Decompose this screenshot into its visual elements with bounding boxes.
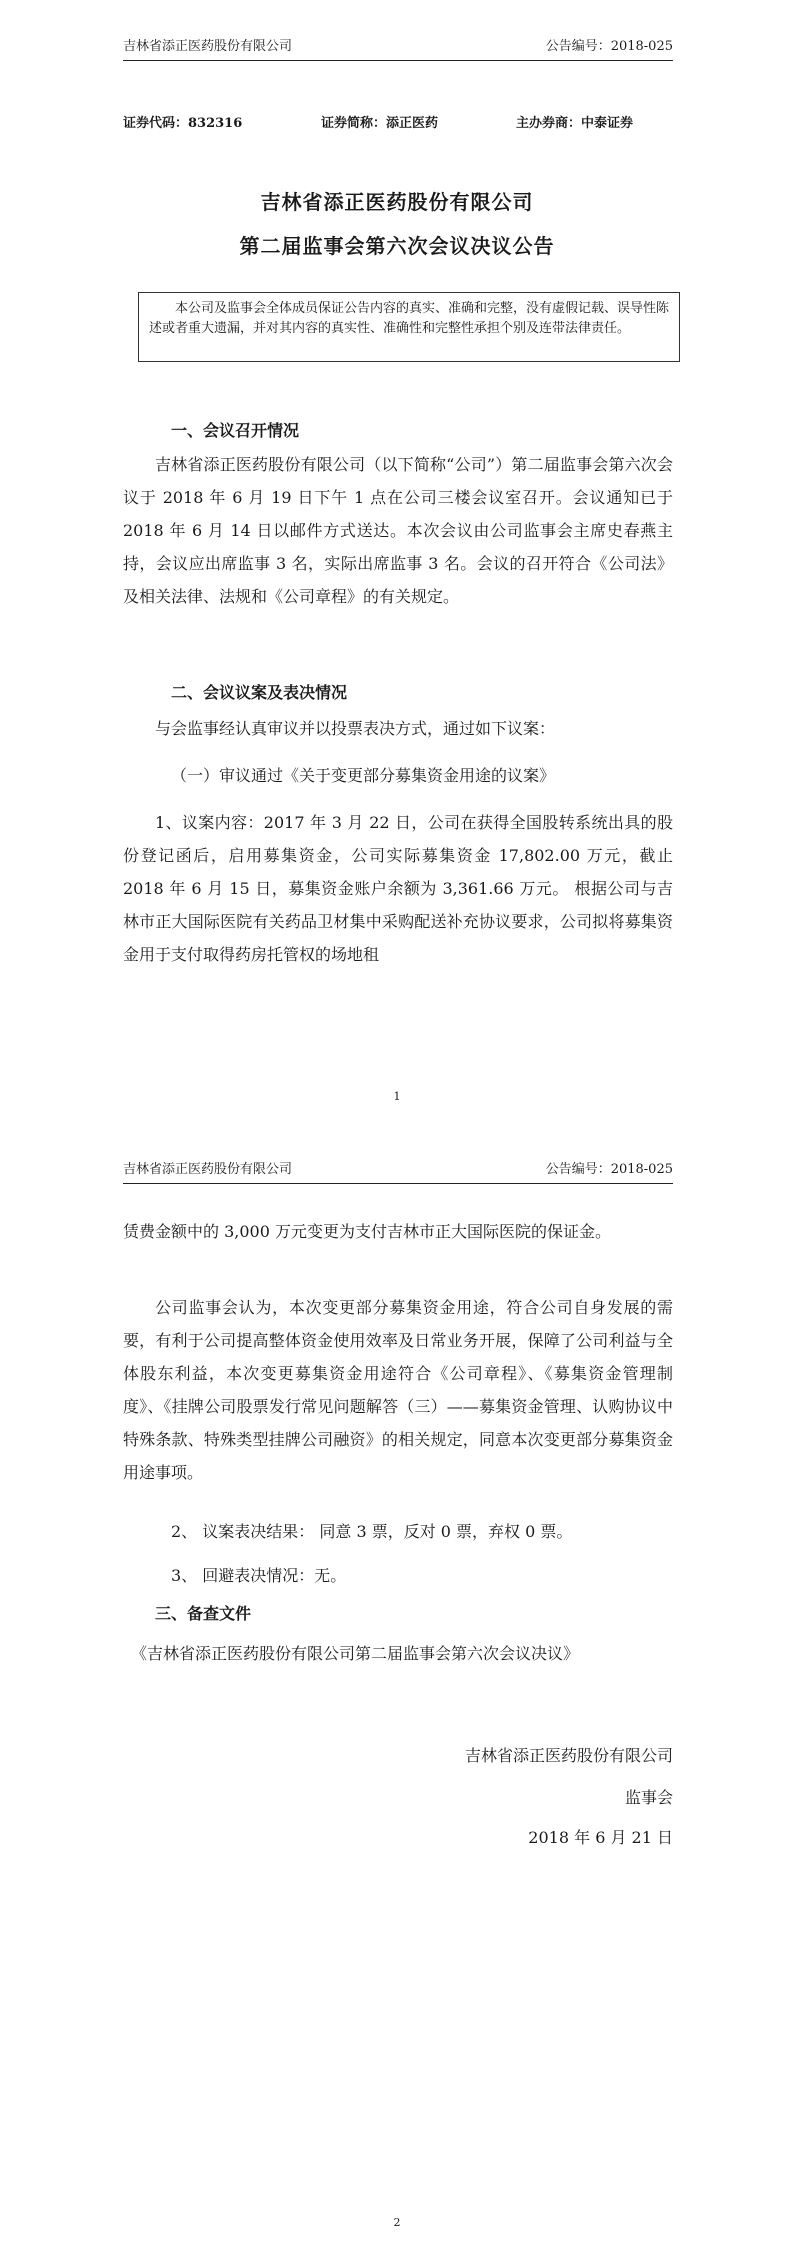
section2-intro: 与会监事经认真审议并以投票表决方式，通过如下议案： (155, 719, 556, 738)
page-header (123, 1159, 673, 1184)
motion-title: （一）审议通过《关于变更部分募集资金用途的议案》 (171, 766, 556, 785)
page-2 (0, 1123, 794, 2246)
section3-heading: 三、备查文件 (155, 1604, 252, 1623)
title-company: 吉林省添正医药股份有限公司 (260, 190, 534, 214)
page-header (123, 36, 673, 61)
signature-company: 吉林省添正医药股份有限公司 (464, 1746, 673, 1765)
recusal-status: 3、 回避表决情况：无。 (171, 1566, 347, 1585)
motion-content-part1: 1、议案内容：2017 年 3 月 22 日，公司在获得全国股转系统出具的股份登记函后，启用募集资金，公司实际募集资金 17,802.00 万元，截止 2018 年 6 月 15 日，募集资金账户余额为 3,361.66 万元。 根据公司与吉林市正大国际医院有关药品卫材集中采购配送补充协议要求，公司拟将募集资金用于支付取得药房托管权的场地租 (123, 813, 673, 964)
page-number-1: 1 (393, 1090, 401, 1103)
title-notice: 第二届监事会第六次会议决议公告 (239, 234, 555, 258)
header-notice-number: 公告编号：2018-025 (545, 39, 673, 54)
header-company: 吉林省添正医药股份有限公司 (123, 1162, 293, 1177)
motion-content-part2: 赁费金额中的 3,000 万元变更为支付吉林市正大国际医院的保证金。 (123, 1222, 611, 1241)
supervisory-opinion: 公司监事会认为，本次变更部分募集资金用途，符合公司自身发展的需要，有利于公司提高整体资金使用效率及日常业务开展，保障了公司利益与全体股东利益，本次变更募集资金用途符合《公司章程》、《募集资金管理制度》、《挂牌公司股票发行常见问题解答（三）——募集资金管理、认购协议中特殊条款、特殊类型挂牌公司融资》的相关规定，同意本次变更部分募集资金用途事项。 (123, 1298, 673, 1482)
header-notice-number: 公告编号：2018-025 (545, 1162, 673, 1177)
page-number-2: 2 (393, 2216, 401, 2229)
security-code: 证券代码：832316 (123, 116, 243, 131)
reference-document: 《吉林省添正医药股份有限公司第二届监事会第六次会议决议》 (131, 1644, 580, 1663)
signature-board: 监事会 (624, 1788, 673, 1807)
section1-heading: 一、会议召开情况 (171, 421, 300, 440)
section1-body: 吉林省添正医药股份有限公司（以下简称“公司”）第二届监事会第六次会议于 2018 年 6 月 19 日下午 1 点在公司三楼会议室召开。会议通知已于 2018 年 6 月 14 日以邮件方式送达。本次会议由公司监事会主席史春燕主持，会议应出席监事 3 名，实际出席监事 3 名。会议的召开符合《公司法》及相关法律、法规和《公司章程》的有关规定。 (123, 455, 673, 606)
disclaimer-box (138, 292, 680, 362)
section2-heading: 二、会议议案及表决情况 (171, 683, 348, 702)
sponsor-broker: 主办券商：中泰证券 (516, 116, 634, 131)
vote-result: 2、 议案表决结果： 同意 3 票，反对 0 票，弃权 0 票。 (171, 1522, 573, 1541)
header-company: 吉林省添正医药股份有限公司 (123, 39, 293, 54)
signature-date: 2018 年 6 月 21 日 (528, 1828, 673, 1847)
disclaimer-text: 本公司及监事会全体成员保证公告内容的真实、准确和完整，没有虚假记载、误导性陈述或者重大遗漏，并对其内容的真实性、准确性和完整性承担个别及连带法律责任。 (149, 301, 670, 336)
security-short-name: 证券简称：添正医药 (321, 116, 439, 131)
